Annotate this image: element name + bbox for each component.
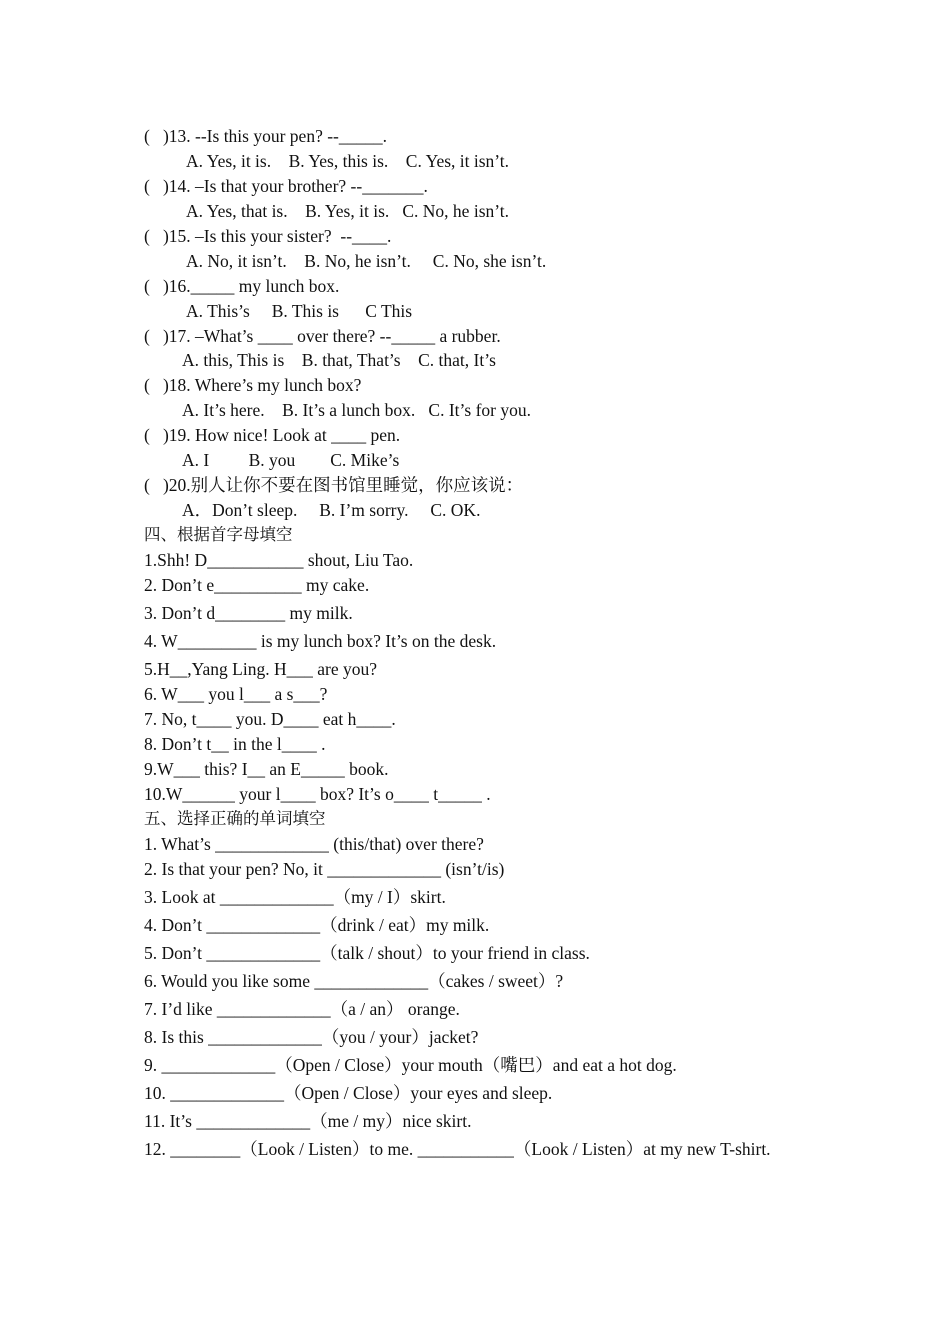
section-5-heading: 五、选择正确的单词填空 <box>144 809 326 828</box>
fill-item-5: 5.H__,Yang Ling. H___ are you? <box>144 659 377 679</box>
question-20-options: A．Don’t sleep. B. I’m sorry. C. OK. <box>182 500 481 520</box>
question-13: ( )13. --Is this your pen? --_____. <box>144 126 388 146</box>
choose-item-11: 11. It’s _____________（me / my）nice skirt. <box>144 1111 472 1131</box>
question-14: ( )14. –Is that your brother? --_______. <box>144 176 428 196</box>
question-16: ( )16._____ my lunch box. <box>144 276 340 296</box>
choose-item-8: 8. Is this _____________（you / your）jacket? <box>144 1027 479 1047</box>
question-14-options: A. Yes, that is. B. Yes, it is. C. No, he isn’t. <box>186 201 509 221</box>
question-19-options: A. I B. you C. Mike’s <box>182 450 400 470</box>
question-18-options: A. It’s here. B. It’s a lunch box. C. It’s for you. <box>182 400 531 420</box>
choose-item-5: 5. Don’t _____________（talk / shout）to your friend in class. <box>144 943 590 963</box>
choose-item-12: 12. ________（Look / Listen）to me. ___________（Look / Listen）at my new T-shirt. <box>144 1139 771 1159</box>
fill-item-2: 2. Don’t e__________ my cake. <box>144 575 370 595</box>
fill-item-10: 10.W______ your l____ box? It’s o____ t_____ . <box>144 784 491 804</box>
question-16-options: A. This’s B. This is C This <box>186 301 413 321</box>
question-17: ( )17. –What’s ____ over there? --_____ a rubber. <box>144 326 501 346</box>
fill-item-1: 1.Shh! D___________ shout, Liu Tao. <box>144 550 414 570</box>
choose-item-6: 6. Would you like some _____________（cakes / sweet）? <box>144 971 564 991</box>
question-20: ( )20.别人让你不要在图书馆里睡觉，你应该说： <box>144 475 524 495</box>
choose-item-2: 2. Is that your pen? No, it _____________ (isn’t/is) <box>144 859 505 879</box>
choose-item-3: 3. Look at _____________（my / I）skirt. <box>144 887 446 907</box>
choose-item-10: 10. _____________（Open / Close）your eyes and sleep. <box>144 1083 553 1103</box>
choose-item-1: 1. What’s _____________ (this/that) over there? <box>144 834 484 854</box>
section-4-heading: 四、根据首字母填空 <box>144 525 293 544</box>
choose-item-7: 7. I’d like _____________（a / an） orange. <box>144 999 460 1019</box>
fill-item-3: 3. Don’t d________ my milk. <box>144 603 353 623</box>
question-19: ( )19. How nice! Look at ____ pen. <box>144 425 401 445</box>
fill-item-6: 6. W___ you l___ a s___? <box>144 684 328 704</box>
fill-item-4: 4. W_________ is my lunch box? It’s on the desk. <box>144 631 497 651</box>
question-18: ( )18. Where’s my lunch box? <box>144 375 362 395</box>
fill-item-9: 9.W___ this? I__ an E_____ book. <box>144 759 389 779</box>
fill-item-8: 8. Don’t t__ in the l____ . <box>144 734 326 754</box>
choose-item-9: 9. _____________（Open / Close）your mouth（嘴巴）and eat a hot dog. <box>144 1055 677 1075</box>
choose-item-4: 4. Don’t _____________（drink / eat）my milk. <box>144 915 490 935</box>
fill-item-7: 7. No, t____ you. D____ eat h____. <box>144 709 396 729</box>
question-15: ( )15. –Is this your sister? --____. <box>144 226 392 246</box>
question-15-options: A. No, it isn’t. B. No, he isn’t. C. No, she isn’t. <box>186 251 547 271</box>
question-17-options: A. this, This is B. that, That’s C. that, It’s <box>182 350 496 370</box>
question-13-options: A. Yes, it is. B. Yes, this is. C. Yes, it isn’t. <box>186 151 510 171</box>
